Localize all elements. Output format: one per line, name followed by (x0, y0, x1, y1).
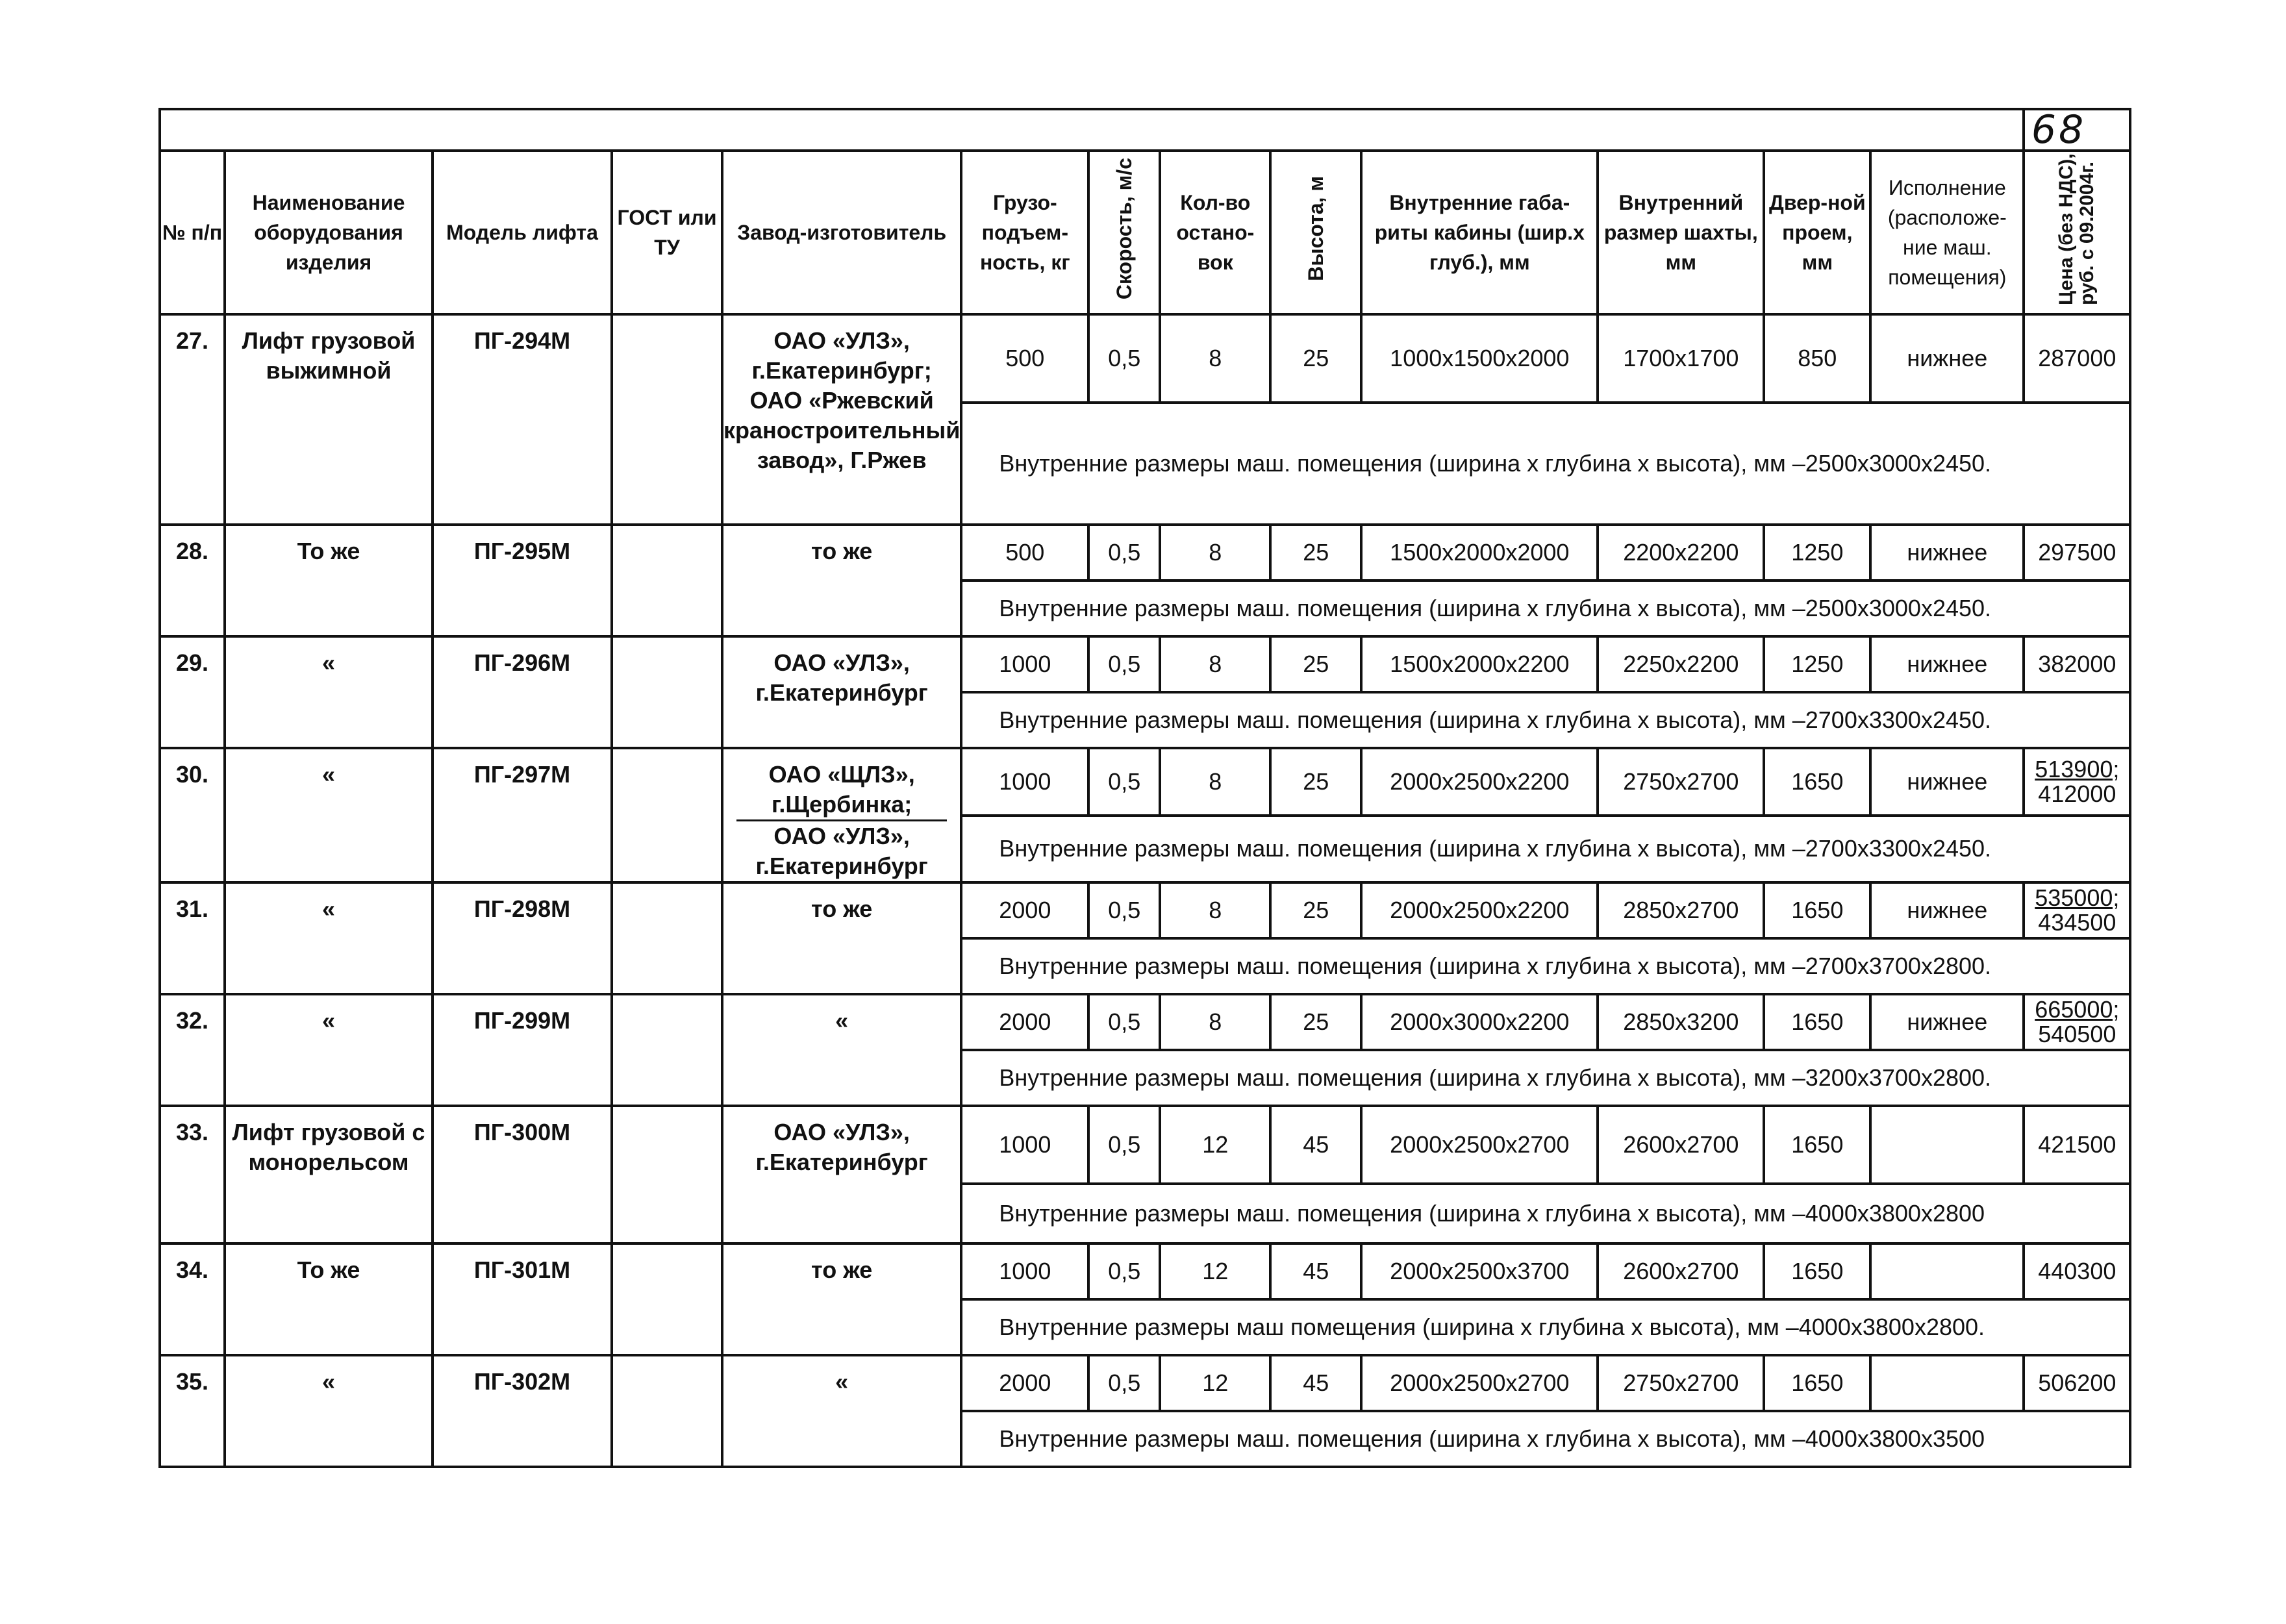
row-speed: 0,5 (1088, 748, 1160, 816)
row-maker-text: ОАО «ЩЛЗ», г.Щербинка; (736, 760, 947, 821)
row-stops: 12 (1160, 1355, 1270, 1411)
row-maker-text: ОАО «УЛЗ», г.Екатеринбург (755, 1119, 928, 1175)
row-name: « (225, 1355, 433, 1467)
row-price: 382000 (2024, 636, 2130, 692)
row-stops: 8 (1160, 314, 1270, 403)
header-door: Двер-ной проем, мм (1764, 151, 1870, 314)
row-maker (722, 1106, 961, 1243)
row-name: « (225, 748, 433, 882)
row-speed: 0,5 (1088, 314, 1160, 403)
table-row (160, 994, 2130, 1050)
row-price: 421500 (2024, 1106, 2130, 1184)
row-model: ПГ-294М (433, 314, 612, 525)
row-cabin: 2000х2500х2200 (1361, 748, 1598, 816)
row-model: ПГ-299М (433, 994, 612, 1106)
row-cabin: 2000х2500х2200 (1361, 882, 1598, 938)
row-door: 1650 (1764, 994, 1870, 1050)
row-maker (722, 314, 961, 525)
row-height: 45 (1270, 1243, 1361, 1299)
row-price-alt: 540500 (2038, 1021, 2116, 1047)
table-row (160, 748, 2130, 816)
row-model: ПГ-296М (433, 636, 612, 748)
row-stops: 8 (1160, 882, 1270, 938)
row-cabin: 2000х2500х2700 (1361, 1355, 1598, 1411)
row-gost (612, 1243, 722, 1355)
row-gost (612, 1355, 722, 1467)
row-price: 287000 (2024, 314, 2130, 403)
row-model: ПГ-301М (433, 1243, 612, 1355)
row-shaft: 2250х2200 (1598, 636, 1764, 692)
row-gost (612, 636, 722, 748)
row-door: 1650 (1764, 1106, 1870, 1184)
row-execution: нижнее (1870, 882, 2024, 938)
row-maker (722, 748, 961, 882)
row-stops: 8 (1160, 748, 1270, 816)
header-capacity: Грузо-подъем-ность, кг (961, 151, 1088, 314)
header-model: Модель лифта (433, 151, 612, 314)
row-stops: 8 (1160, 525, 1270, 581)
row-gost (612, 314, 722, 525)
header-num: № п/п (160, 151, 225, 314)
table-row (160, 1106, 2130, 1184)
row-stops: 8 (1160, 636, 1270, 692)
row-speed: 0,5 (1088, 1106, 1160, 1184)
row-gost (612, 994, 722, 1106)
row-speed: 0,5 (1088, 1355, 1160, 1411)
row-name: Лифт грузовой с монорельсом (225, 1106, 433, 1243)
table-row (160, 1355, 2130, 1411)
row-capacity: 1000 (961, 748, 1088, 816)
row-maker (722, 882, 961, 994)
page-header-cell (160, 109, 2024, 151)
row-name: То же (225, 525, 433, 636)
row-capacity: 500 (961, 525, 1088, 581)
row-shaft: 1700х1700 (1598, 314, 1764, 403)
row-door: 1650 (1764, 1355, 1870, 1411)
row-door: 850 (1764, 314, 1870, 403)
row-num: 30. (160, 748, 225, 882)
row-num: 34. (160, 1243, 225, 1355)
row-model: ПГ-302М (433, 1355, 612, 1467)
row-cabin: 2000х2500х3700 (1361, 1243, 1598, 1299)
row-maker (722, 1355, 961, 1467)
row-maker-text: ОАО «УЛЗ», г.Екатеринбург; ОАО «Ржевский краностроительный завод», Г.Ржев (723, 327, 961, 473)
header-gost: ГОСТ или ТУ (612, 151, 722, 314)
row-name: Лифт грузовой выжимной (225, 314, 433, 525)
row-price: 440300 (2024, 1243, 2130, 1299)
row-model: ПГ-300М (433, 1106, 612, 1243)
row-machine-room-note: Внутренние размеры маш помещения (ширина х глубина х высота), мм –4000х3800х2800. (961, 1299, 2130, 1355)
header-cabin: Внутренние габа-риты кабины (шир.х глуб.), мм (1361, 151, 1598, 314)
row-machine-room-note: Внутренние размеры маш. помещения (ширина х глубина х высота), мм –2700х3300х2450. (961, 692, 2130, 748)
elevator-price-table (158, 108, 2131, 1468)
row-door: 1650 (1764, 748, 1870, 816)
row-model: ПГ-298М (433, 882, 612, 994)
row-capacity: 2000 (961, 882, 1088, 938)
row-speed: 0,5 (1088, 525, 1160, 581)
row-cabin: 1000х1500х2000 (1361, 314, 1598, 403)
row-door: 1650 (1764, 1243, 1870, 1299)
row-price-alt: 434500 (2038, 909, 2116, 936)
header-name: Наименование оборудования изделия (225, 151, 433, 314)
row-price-alt: 412000 (2038, 780, 2116, 807)
row-price (2024, 994, 2130, 1050)
row-price (2024, 748, 2130, 816)
row-maker (722, 994, 961, 1106)
row-maker-text: то же (811, 538, 873, 564)
row-gost (612, 748, 722, 882)
row-speed: 0,5 (1088, 636, 1160, 692)
row-model: ПГ-295М (433, 525, 612, 636)
row-height: 25 (1270, 882, 1361, 938)
row-num: 33. (160, 1106, 225, 1243)
row-price (2024, 882, 2130, 938)
row-maker-text: то же (811, 895, 873, 922)
row-machine-room-note: Внутренние размеры маш. помещения (ширина х глубина х высота), мм –2500х3000х2450. (961, 403, 2130, 525)
row-capacity: 500 (961, 314, 1088, 403)
table-row (160, 525, 2130, 581)
row-cabin: 2000х2500х2700 (1361, 1106, 1598, 1184)
row-speed: 0,5 (1088, 882, 1160, 938)
row-shaft: 2600х2700 (1598, 1243, 1764, 1299)
row-capacity: 1000 (961, 1243, 1088, 1299)
header-shaft: Внутренний размер шахты, мм (1598, 151, 1764, 314)
row-maker (722, 636, 961, 748)
row-num: 32. (160, 994, 225, 1106)
row-door: 1250 (1764, 636, 1870, 692)
row-door: 1650 (1764, 882, 1870, 938)
row-price-base: 665000; (2035, 996, 2120, 1023)
row-stops: 12 (1160, 1243, 1270, 1299)
row-stops: 8 (1160, 994, 1270, 1050)
row-height: 25 (1270, 314, 1361, 403)
row-cabin: 2000х3000х2200 (1361, 994, 1598, 1050)
header-maker: Завод-изготовитель (722, 151, 961, 314)
row-execution: нижнее (1870, 994, 2024, 1050)
row-machine-room-note: Внутренние размеры маш. помещения (ширина х глубина х высота), мм –2700х3300х2450. (961, 816, 2130, 883)
header-execution: Исполнение (расположе-ние маш. помещения) (1870, 151, 2024, 314)
row-maker-text: ОАО «УЛЗ», г.Екатеринбург (755, 649, 928, 706)
row-num: 27. (160, 314, 225, 525)
header-height: Высота, м (1304, 176, 1328, 281)
row-maker (722, 525, 961, 636)
row-execution (1870, 1355, 2024, 1411)
header-speed: Скорость, м/с (1112, 157, 1137, 300)
row-machine-room-note: Внутренние размеры маш. помещения (ширина х глубина х высота), мм –4000х3800х3500 (961, 1411, 2130, 1467)
row-execution: нижнее (1870, 636, 2024, 692)
row-maker-text: то же (811, 1256, 873, 1283)
row-machine-room-note: Внутренние размеры маш. помещения (ширина х глубина х высота), мм –2700х3700х2800. (961, 938, 2130, 994)
row-maker-alt-text: ОАО «УЛЗ», г.Екатеринбург (755, 823, 928, 879)
row-capacity: 2000 (961, 1355, 1088, 1411)
row-shaft: 2750х2700 (1598, 1355, 1764, 1411)
row-machine-room-note: Внутренние размеры маш. помещения (ширина х глубина х высота), мм –2500х3000х2450. (961, 581, 2130, 636)
row-height: 25 (1270, 525, 1361, 581)
header-price: Цена (без НДС), руб. с 09.2004г. (2055, 153, 2098, 305)
row-door: 1250 (1764, 525, 1870, 581)
row-maker-text: « (835, 1368, 849, 1395)
row-price-base: 513900; (2035, 755, 2120, 782)
row-name: « (225, 994, 433, 1106)
row-machine-room-note: Внутренние размеры маш. помещения (ширина х глубина х высота), мм –3200х3700х2800. (961, 1050, 2130, 1106)
row-num: 29. (160, 636, 225, 748)
row-speed: 0,5 (1088, 994, 1160, 1050)
row-price: 297500 (2024, 525, 2130, 581)
row-shaft: 2200х2200 (1598, 525, 1764, 581)
row-execution: нижнее (1870, 525, 2024, 581)
row-shaft: 2600х2700 (1598, 1106, 1764, 1184)
table-row (160, 1243, 2130, 1299)
row-name: « (225, 636, 433, 748)
row-gost (612, 1106, 722, 1243)
row-price-base: 535000; (2035, 884, 2120, 911)
row-num: 31. (160, 882, 225, 994)
row-capacity: 2000 (961, 994, 1088, 1050)
table-row (160, 882, 2130, 938)
row-height: 45 (1270, 1355, 1361, 1411)
row-gost (612, 525, 722, 636)
row-shaft: 2850х3200 (1598, 994, 1764, 1050)
row-capacity: 1000 (961, 1106, 1088, 1184)
row-maker-text: « (835, 1007, 849, 1034)
row-name: « (225, 882, 433, 994)
row-speed: 0,5 (1088, 1243, 1160, 1299)
row-machine-room-note: Внутренние размеры маш. помещения (ширина х глубина х высота), мм –4000х3800х2800 (961, 1184, 2130, 1243)
header-stops: Кол-во остано-вок (1160, 151, 1270, 314)
row-shaft: 2850х2700 (1598, 882, 1764, 938)
row-execution (1870, 1106, 2024, 1184)
table-row (160, 636, 2130, 692)
row-height: 25 (1270, 994, 1361, 1050)
row-execution: нижнее (1870, 748, 2024, 816)
row-shaft: 2750х2700 (1598, 748, 1764, 816)
row-num: 35. (160, 1355, 225, 1467)
row-num: 28. (160, 525, 225, 636)
row-height: 45 (1270, 1106, 1361, 1184)
row-height: 25 (1270, 636, 1361, 692)
table-row (160, 314, 2130, 403)
row-cabin: 1500х2000х2200 (1361, 636, 1598, 692)
row-execution (1870, 1243, 2024, 1299)
row-model: ПГ-297М (433, 748, 612, 882)
row-capacity: 1000 (961, 636, 1088, 692)
page-number: 68 (2031, 107, 2087, 153)
row-height: 25 (1270, 748, 1361, 816)
row-stops: 12 (1160, 1106, 1270, 1184)
row-execution: нижнее (1870, 314, 2024, 403)
row-gost (612, 882, 722, 994)
row-maker (722, 1243, 961, 1355)
row-price: 506200 (2024, 1355, 2130, 1411)
row-name: То же (225, 1243, 433, 1355)
row-cabin: 1500х2000х2000 (1361, 525, 1598, 581)
